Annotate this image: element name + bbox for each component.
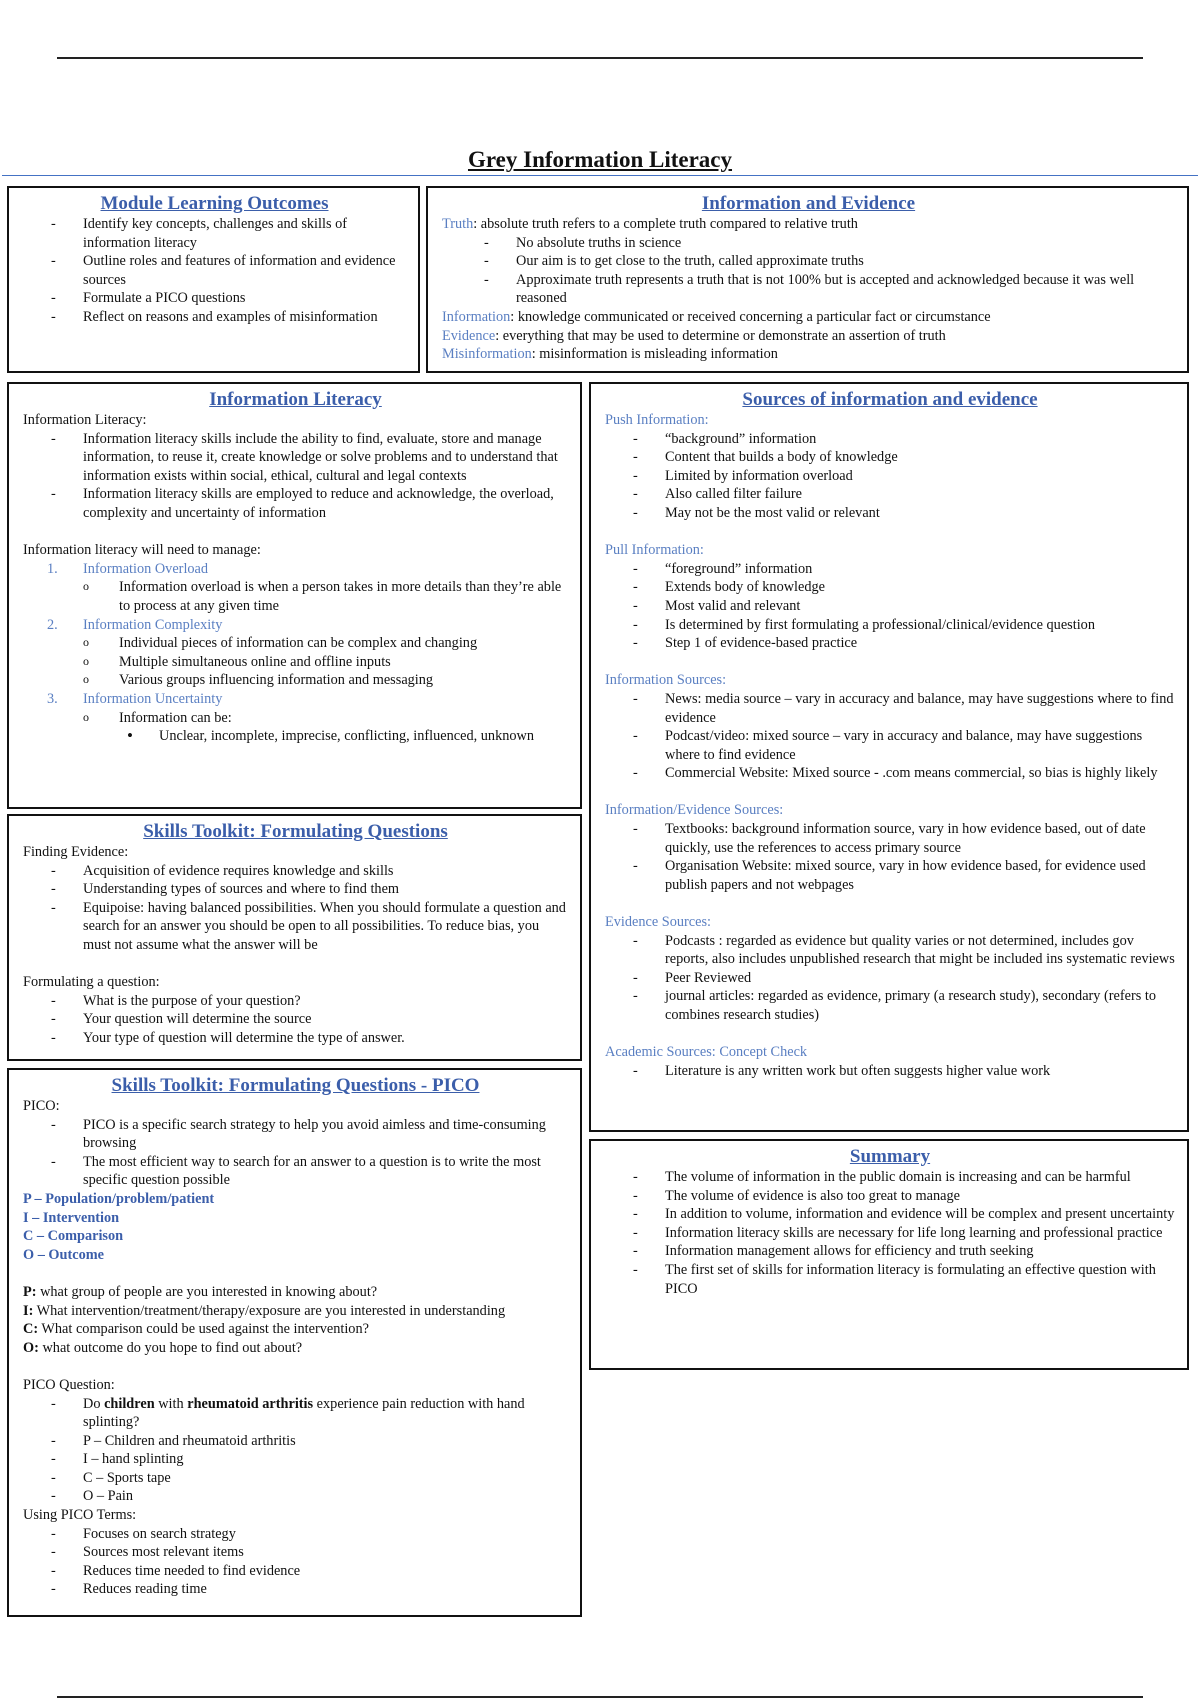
information-text: : knowledge communicated or received concerning a particular fact or circumstance bbox=[510, 308, 991, 325]
uncertainty-sublist bbox=[83, 709, 568, 746]
info-evidence-box bbox=[426, 186, 1189, 373]
truth-text: : absolute truth refers to a complete truth compared to relative truth bbox=[473, 216, 858, 232]
top-rule bbox=[57, 57, 1143, 59]
finding-list bbox=[23, 862, 568, 955]
list-item bbox=[47, 616, 568, 690]
p-text: what group of people are you interested in knowing about? bbox=[36, 1283, 378, 1300]
list-item bbox=[47, 560, 568, 616]
list-item: - Our aim is to get close to the truth, called approximate truths bbox=[516, 252, 1175, 271]
outcomes-list bbox=[23, 215, 406, 327]
list-item: - The volume of information in the public domain is increasing and can be harmful bbox=[665, 1168, 1175, 1187]
list-item: • Unclear, incomplete, imprecise, conflicting, influenced, unknown bbox=[159, 727, 568, 746]
list-item: o Individual pieces of information can be complex and changing bbox=[119, 634, 568, 653]
list-item: - Reflect on reasons and examples of misinformation bbox=[83, 308, 406, 327]
list-item bbox=[83, 1395, 568, 1432]
complexity-label: Information Complexity bbox=[83, 616, 223, 633]
list-item: o Information overload is when a person takes in more details than they’re able to process at any given time bbox=[119, 578, 568, 615]
list-item: - May not be the most valid or relevant bbox=[665, 504, 1175, 523]
c-text: What comparison could be used against the intervention? bbox=[38, 1321, 369, 1338]
truth-definition bbox=[442, 215, 1175, 234]
evidence-text: : everything that may be used to determine or demonstrate an assertion of truth bbox=[495, 327, 946, 344]
list-item: - Understanding types of sources and where to find them bbox=[83, 880, 568, 899]
using-pico-list bbox=[23, 1525, 568, 1599]
sources-box bbox=[589, 382, 1189, 1132]
list-item: - C – Sports tape bbox=[83, 1469, 568, 1488]
list-item: - Information literacy skills are employed to reduce and acknowledge, the overload, complexity and uncertainty of information bbox=[83, 485, 568, 522]
list-item: o Multiple simultaneous online and offline inputs bbox=[119, 653, 568, 672]
uncertainty-label: Information Uncertainty bbox=[83, 690, 223, 707]
list-item bbox=[119, 709, 568, 746]
list-item: - Outline roles and features of information and evidence sources bbox=[83, 252, 406, 289]
misinformation-label: Misinformation bbox=[442, 346, 532, 363]
push-list bbox=[605, 430, 1175, 523]
list-item: - Your type of question will determine the type of answer. bbox=[83, 1029, 568, 1048]
evidence-sources-label: Evidence Sources: bbox=[605, 914, 711, 931]
o-label: O: bbox=[23, 1339, 39, 1356]
list-item: - Literature is any written work but often suggests higher value work bbox=[665, 1062, 1175, 1081]
list-item: - The most efficient way to search for an answer to a question is to write the most specific question possible bbox=[83, 1153, 568, 1190]
information-sources-list bbox=[605, 690, 1175, 783]
pull-list bbox=[605, 560, 1175, 653]
list-item: - “background” information bbox=[665, 430, 1175, 449]
pico-question-i bbox=[23, 1302, 568, 1321]
page-title: Grey Information Literacy bbox=[467, 147, 733, 172]
evidence-sources-list bbox=[605, 932, 1175, 1025]
list-item: - News: media source – vary in accuracy and balance, may have suggestions where to find evidence bbox=[665, 690, 1175, 727]
truth-list bbox=[442, 234, 1175, 308]
list-item: - In addition to volume, information and evidence will be complex and present uncertainty bbox=[665, 1205, 1175, 1224]
evidence-definition bbox=[442, 327, 1175, 346]
formulating-label: Formulating a question: bbox=[23, 974, 160, 991]
overload-label: Information Overload bbox=[83, 560, 209, 577]
list-item: - Formulate a PICO questions bbox=[83, 289, 406, 308]
uncertainty-bullets bbox=[119, 727, 568, 746]
pico-example-list bbox=[23, 1395, 568, 1507]
misinformation-definition bbox=[442, 345, 1175, 364]
example-text: Do bbox=[83, 1395, 105, 1412]
complexity-sublist bbox=[83, 634, 568, 690]
pico-question-c bbox=[23, 1320, 568, 1339]
list-item: - Information literacy skills are necessary for life long learning and professional practice bbox=[665, 1224, 1175, 1243]
list-item: - Most valid and relevant bbox=[665, 597, 1175, 616]
information-evidence-sources-list bbox=[605, 820, 1175, 894]
list-item: - Identify key concepts, challenges and skills of information literacy bbox=[83, 215, 406, 252]
manage-intro: Information literacy will need to manage: bbox=[23, 542, 261, 559]
literacy-list bbox=[23, 430, 568, 523]
pico-question-label: PICO Question: bbox=[23, 1376, 115, 1393]
summary-heading: Summary bbox=[849, 1146, 931, 1167]
list-item: - The first set of skills for information literacy is formulating an effective question with PICO bbox=[665, 1261, 1175, 1298]
overload-sublist bbox=[83, 578, 568, 615]
list-item: - Textbooks: background information source, vary in how evidence based, out of date quickly, use the references to access primary source bbox=[665, 820, 1175, 857]
list-item: - P – Children and rheumatoid arthritis bbox=[83, 1432, 568, 1451]
pico-i-line: I – Intervention bbox=[23, 1209, 120, 1226]
list-item: - Equipoise: having balanced possibilities. When you should formulate a question and search for an answer you should be open to all possibilities. To reduce bias, you must not assume what the answer will be bbox=[83, 899, 568, 955]
list-item: - Acquisition of evidence requires knowledge and skills bbox=[83, 862, 568, 881]
pico-heading: Skills Toolkit: Formulating Questions - PICO bbox=[111, 1075, 480, 1096]
list-item: - Sources most relevant items bbox=[83, 1543, 568, 1562]
manage-list bbox=[23, 560, 568, 746]
pico-label: PICO: bbox=[23, 1098, 60, 1114]
example-bold: rheumatoid arthritis bbox=[187, 1395, 314, 1412]
push-label: Push Information: bbox=[605, 412, 709, 428]
academic-sources-list bbox=[605, 1062, 1175, 1081]
information-definition bbox=[442, 308, 1175, 327]
example-text: with bbox=[154, 1395, 188, 1412]
information-evidence-sources-label: Information/Evidence Sources: bbox=[605, 802, 784, 819]
bottom-rule bbox=[57, 1696, 1143, 1698]
list-item: - “foreground” information bbox=[665, 560, 1175, 579]
list-item: - Your question will determine the source bbox=[83, 1010, 568, 1029]
pico-c-line: C – Comparison bbox=[23, 1228, 124, 1245]
truth-label: Truth bbox=[442, 216, 474, 232]
info-evidence-heading: Information and Evidence bbox=[701, 193, 916, 214]
sources-heading: Sources of information and evidence bbox=[742, 389, 1038, 410]
pico-question-o bbox=[23, 1339, 568, 1358]
literacy-intro: Information Literacy: bbox=[23, 412, 147, 428]
list-item: - Information literacy skills include the ability to find, evaluate, store and manage information, to reuse it, create knowledge or solve problems and to understand that information exists within social, ethical, cultural and legal contexts bbox=[83, 430, 568, 486]
outcomes-box bbox=[7, 186, 420, 373]
summary-box bbox=[589, 1139, 1189, 1370]
toolkit-heading: Skills Toolkit: Formulating Questions bbox=[143, 821, 448, 842]
pull-label: Pull Information: bbox=[605, 542, 704, 559]
information-sources-label: Information Sources: bbox=[605, 672, 727, 689]
formulating-list bbox=[23, 992, 568, 1048]
list-item: - Is determined by first formulating a professional/clinical/evidence question bbox=[665, 616, 1175, 635]
pico-box bbox=[7, 1068, 582, 1617]
list-item: - Step 1 of evidence-based practice bbox=[665, 634, 1175, 653]
p-label: P: bbox=[23, 1283, 37, 1300]
list-item: - Information management allows for efficiency and truth seeking bbox=[665, 1242, 1175, 1261]
i-label: I: bbox=[23, 1302, 34, 1319]
literacy-box bbox=[7, 382, 582, 809]
c-label: C: bbox=[23, 1321, 39, 1338]
example-bold: children bbox=[104, 1395, 155, 1412]
item-number: 1. bbox=[47, 560, 58, 577]
literacy-heading: Information Literacy bbox=[209, 389, 382, 410]
list-item: - Commercial Website: Mixed source - .com means commercial, so bias is highly likely bbox=[665, 764, 1175, 783]
example-text: experience pain reduction with hand splinting? bbox=[83, 1395, 525, 1431]
list-item: - Reduces time needed to find evidence bbox=[83, 1562, 568, 1581]
list-item bbox=[47, 690, 568, 746]
list-item: - Podcast/video: mixed source – vary in accuracy and balance, may have suggestions where to find evidence bbox=[665, 727, 1175, 764]
toolkit-box bbox=[7, 814, 582, 1061]
academic-sources-label: Academic Sources: Concept Check bbox=[605, 1044, 808, 1061]
finding-label: Finding Evidence: bbox=[23, 844, 129, 860]
list-item: - The volume of evidence is also too great to manage bbox=[665, 1187, 1175, 1206]
using-pico-label: Using PICO Terms: bbox=[23, 1507, 137, 1524]
misinformation-text: : misinformation is misleading information bbox=[531, 346, 778, 363]
list-item: - Limited by information overload bbox=[665, 467, 1175, 486]
item-number: 3. bbox=[47, 690, 58, 707]
item-number: 2. bbox=[47, 616, 58, 633]
list-item: - Podcasts : regarded as evidence but quality varies or not determined, includes gov reports, also includes unpublished research that might be included ins systematic reviews bbox=[665, 932, 1175, 969]
o-text: what outcome do you hope to find out about? bbox=[38, 1339, 303, 1356]
list-item: - PICO is a specific search strategy to help you avoid aimless and time-consuming browsing bbox=[83, 1116, 568, 1153]
list-item: - Approximate truth represents a truth that is not 100% but is accepted and acknowledged because it was well reasoned bbox=[516, 271, 1175, 308]
list-item: o Various groups influencing information and messaging bbox=[119, 671, 568, 690]
pico-p-line: P – Population/problem/patient bbox=[23, 1190, 215, 1207]
list-item: - What is the purpose of your question? bbox=[83, 992, 568, 1011]
list-item: - Focuses on search strategy bbox=[83, 1525, 568, 1544]
list-item: - Extends body of knowledge bbox=[665, 578, 1175, 597]
list-item: - Peer Reviewed bbox=[665, 969, 1175, 988]
list-item: - Organisation Website: mixed source, vary in how evidence based, for evidence used publish papers and not webpages bbox=[665, 857, 1175, 894]
uncertainty-text: Information can be: bbox=[119, 709, 232, 726]
title-underline-rule bbox=[2, 175, 1198, 176]
list-item: - journal articles: regarded as evidence, primary (a research study), secondary (refers to combines research studies) bbox=[665, 987, 1175, 1024]
list-item: - O – Pain bbox=[83, 1487, 568, 1506]
list-item: - Content that builds a body of knowledge bbox=[665, 448, 1175, 467]
outcomes-heading: Module Learning Outcomes bbox=[100, 193, 329, 214]
pico-list bbox=[23, 1116, 568, 1190]
summary-list bbox=[605, 1168, 1175, 1298]
pico-o-line: O – Outcome bbox=[23, 1246, 104, 1263]
list-item: - Reduces reading time bbox=[83, 1580, 568, 1599]
pico-question-p bbox=[23, 1283, 568, 1302]
list-item: - Also called filter failure bbox=[665, 485, 1175, 504]
i-text: What intervention/treatment/therapy/exposure are you interested in understanding bbox=[33, 1302, 506, 1319]
evidence-label: Evidence bbox=[442, 327, 496, 344]
information-label: Information bbox=[442, 308, 511, 325]
list-item: - No absolute truths in science bbox=[516, 234, 1175, 253]
list-item: - I – hand splinting bbox=[83, 1450, 568, 1469]
